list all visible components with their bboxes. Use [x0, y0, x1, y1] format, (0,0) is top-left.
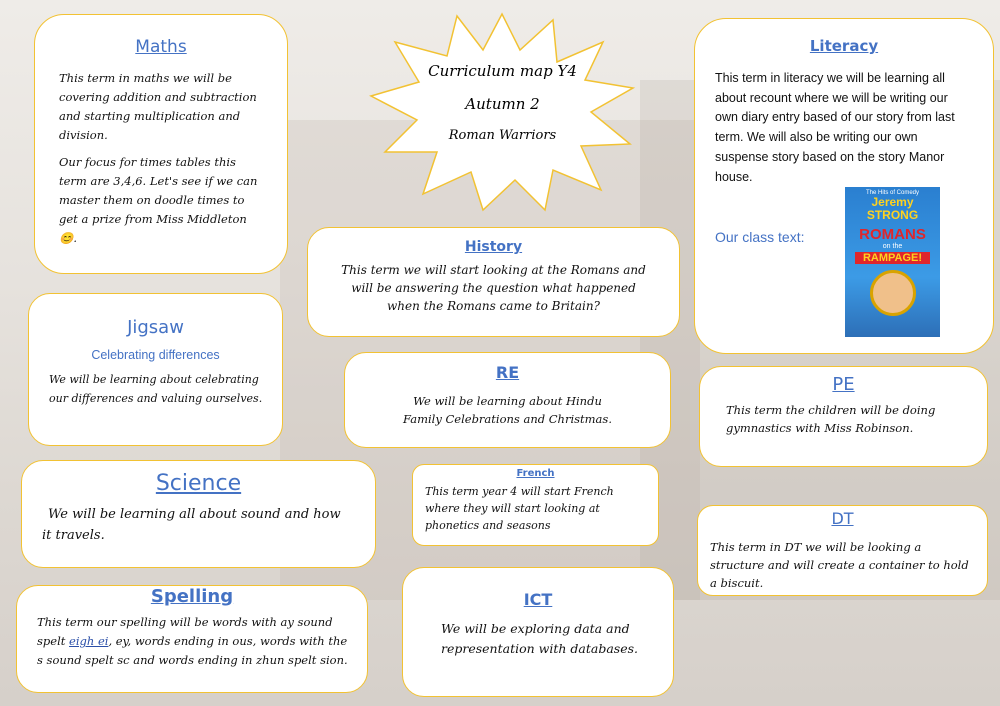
- jigsaw-title: Jigsaw: [127, 317, 184, 338]
- history-body: This term we will start looking at the Romans and will be answering the question what happened when the Romans came to Britain?: [341, 263, 646, 313]
- book-author: Jeremy STRONG: [866, 195, 919, 222]
- jigsaw-body: We will be learning about celebrating our differences and valuing ourselves.: [49, 373, 263, 405]
- dt-body: This term in DT we will be looking a structure and will create a container to hold a biscuit.: [710, 540, 969, 590]
- dt-card: [697, 505, 988, 596]
- literacy-card: [694, 18, 994, 354]
- topic-label: Roman Warriors: [448, 128, 557, 143]
- literacy-title: Literacy: [809, 37, 879, 55]
- pe-title: PE: [832, 374, 855, 395]
- science-card: [21, 460, 376, 568]
- ict-body: We will be exploring data and representation with databases.: [441, 621, 638, 656]
- book-soldier-icon: [870, 270, 916, 316]
- maths-card: [34, 14, 288, 274]
- book-series: The Hits of Comedy: [865, 190, 920, 196]
- book-word-onthe: on the: [882, 243, 903, 250]
- re-card: [344, 352, 671, 448]
- maths-para1: This term in maths we will be covering addition and subtraction and starting multiplication and division.: [59, 71, 257, 142]
- spelling-card: [16, 585, 368, 693]
- french-body: This term year 4 will start French where they will start looking at phonetics and seasons: [425, 485, 614, 532]
- header-star: [365, 12, 640, 212]
- book-word-romans: ROMANS: [859, 226, 926, 243]
- spelling-title: Spelling: [150, 586, 234, 607]
- jigsaw-card: [28, 293, 283, 446]
- pe-card: [699, 366, 988, 467]
- french-title: French: [516, 468, 555, 479]
- spelling-body-start: This term our spelling will be words with ay sound spelt: [37, 615, 333, 648]
- ict-title: ICT: [523, 590, 553, 609]
- jigsaw-subtitle: Celebrating differences: [91, 348, 220, 362]
- book-cover: [845, 187, 940, 337]
- history-card: [307, 227, 680, 337]
- maths-title: Maths: [135, 37, 187, 57]
- re-body: We will be learning about Hindu Family Celebrations and Christmas.: [403, 394, 612, 426]
- re-title: RE: [495, 363, 520, 382]
- term-label: Autumn 2: [465, 95, 540, 113]
- maths-para2: Our focus for times tables this term are 3,4,6. Let's see if we can master them on doodle times to get a prize from Miss Middleton 😊.: [59, 155, 258, 245]
- class-text-label: Our class text:: [715, 229, 805, 245]
- science-body: We will be learning all about sound and how it travels.: [42, 507, 341, 543]
- ict-card: [402, 567, 674, 697]
- history-title: History: [464, 239, 523, 255]
- book-word-rampage: RAMPAGE!: [855, 252, 930, 264]
- french-card: [412, 464, 659, 546]
- map-title: Curriculum map Y4: [428, 62, 577, 80]
- spelling-body: [37, 613, 349, 670]
- science-title: Science: [155, 471, 242, 496]
- spelling-body-underlined: eigh ei: [69, 634, 109, 648]
- dt-title: DT: [831, 509, 854, 528]
- spelling-body-end: , ey, words ending in ous, words with the s sound spelt sc and words ending in zhun spelt sion.: [37, 634, 348, 667]
- literacy-body: This term in literacy we will be learning all about recount where we will be writing our own diary entry based of our story from last term. We will also be writing our own suspense story based on the story Manor house.: [715, 71, 955, 184]
- pe-body: This term the children will be doing gymnastics with Miss Robinson.: [726, 403, 936, 435]
